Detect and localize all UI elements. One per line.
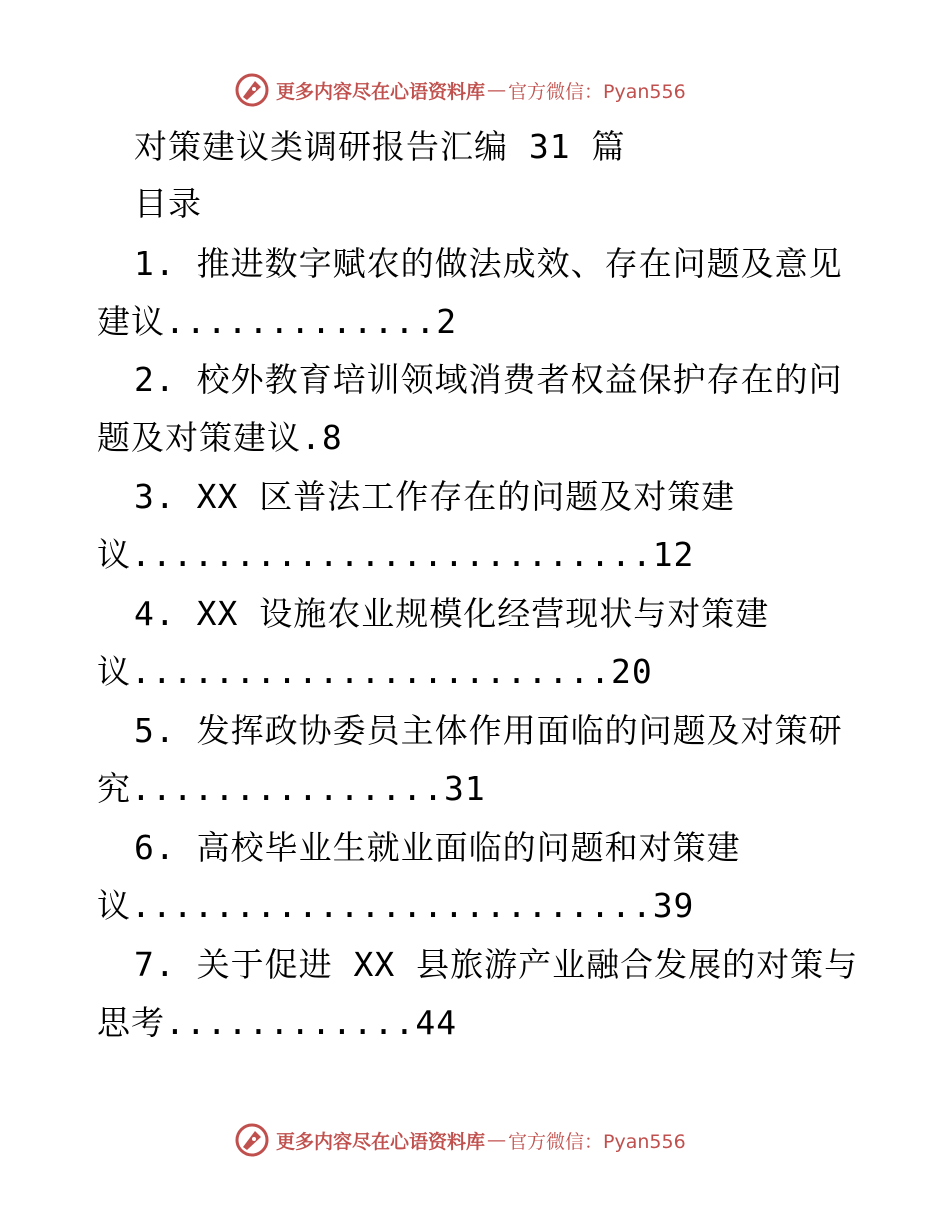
- toc-entry-3-line2[interactable]: 议.........................12: [97, 535, 695, 574]
- toc-entry-5-line2[interactable]: 究...............31: [97, 769, 486, 808]
- toc-entry-2-line2[interactable]: 题及对策建议.8: [97, 418, 343, 457]
- pen-nib-logo-icon: [234, 72, 270, 108]
- toc-entry-1-line2[interactable]: 建议.............2: [97, 302, 458, 341]
- toc-heading: 目录: [134, 184, 202, 223]
- banner-text: 更多内容尽在心语资料库: [276, 80, 486, 103]
- banner-dash: —: [487, 79, 507, 101]
- toc-entry-4-line1[interactable]: 4. XX 设施农业规模化经营现状与对策建: [134, 594, 770, 633]
- toc-entry-2-line1[interactable]: 2. 校外教育培训领域消费者权益保护存在的问: [134, 360, 843, 399]
- header-banner: [234, 72, 686, 108]
- pen-nib-logo-icon: [234, 1122, 270, 1158]
- toc-entry-7-line1[interactable]: 7. 关于促进 XX 县旅游产业融合发展的对策与: [134, 945, 859, 984]
- toc-entry-5-line1[interactable]: 5. 发挥政协委员主体作用面临的问题及对策研: [134, 711, 843, 750]
- toc-entry-3-line1[interactable]: 3. XX 区普法工作存在的问题及对策建: [134, 477, 736, 516]
- toc-entry-6-line2[interactable]: 议.........................39: [97, 886, 695, 925]
- toc-entry-6-line1[interactable]: 6. 高校毕业生就业面临的问题和对策建: [134, 828, 741, 867]
- document-title: 对策建议类调研报告汇编 31 篇: [134, 127, 626, 166]
- footer-banner: [234, 1122, 686, 1158]
- banner-wechat: 官方微信：Pyan556: [508, 80, 686, 103]
- banner-wechat: 官方微信：Pyan556: [508, 1130, 686, 1153]
- banner-dash: —: [487, 1129, 507, 1151]
- toc-entry-1-line1[interactable]: 1. 推进数字赋农的做法成效、存在问题及意见: [134, 244, 843, 283]
- toc-entry-4-line2[interactable]: 议.......................20: [97, 652, 653, 691]
- banner-text: 更多内容尽在心语资料库: [276, 1130, 486, 1153]
- toc-entry-7-line2[interactable]: 思考............44: [97, 1003, 458, 1042]
